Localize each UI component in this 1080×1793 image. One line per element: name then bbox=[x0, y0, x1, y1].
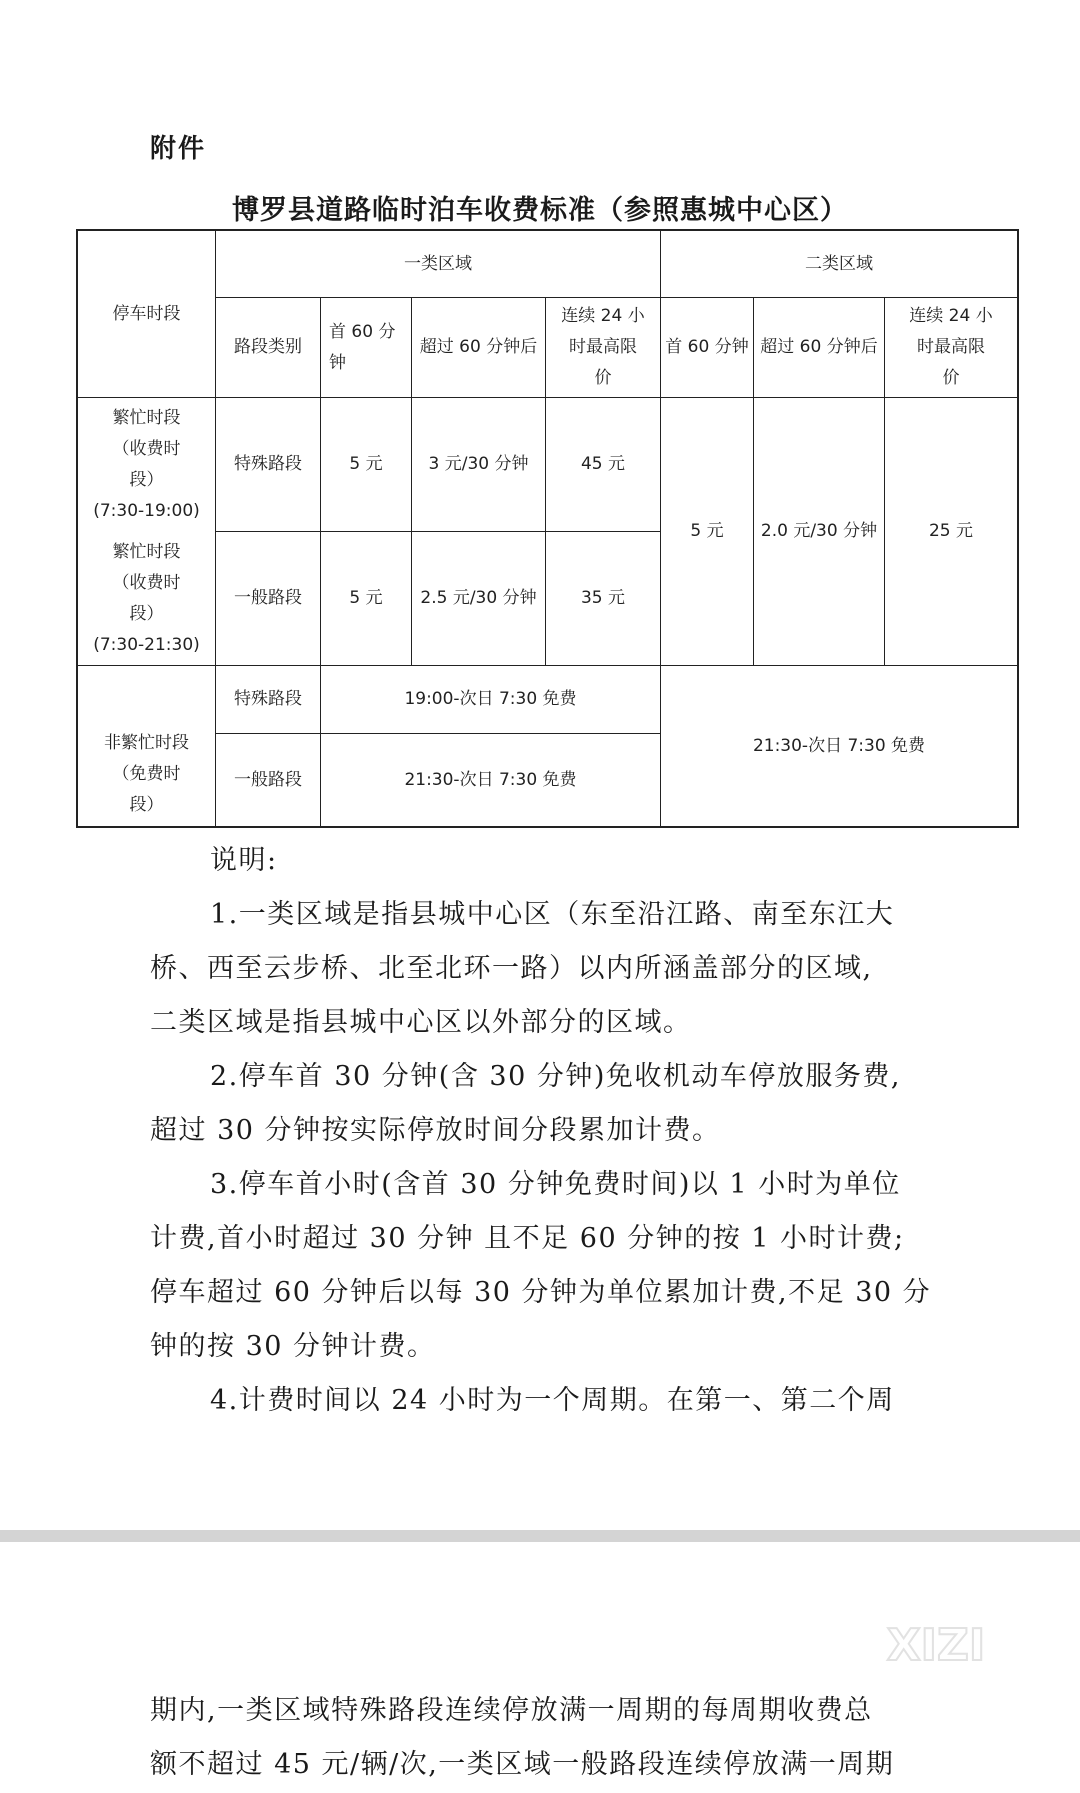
road-type-special: 特殊路段 bbox=[234, 454, 302, 474]
document-title: 博罗县道路临时泊车收费标准（参照惠城中心区） bbox=[232, 195, 848, 226]
note-line: 超过 30 分钟按实际停放时间分段累加计费。 bbox=[150, 1115, 721, 1146]
note-line: 期内,一类区域特殊路段连续停放满一周期的每周期收费总 bbox=[150, 1695, 873, 1726]
busy-special-over: 3 元/30 分钟 bbox=[428, 454, 529, 474]
header-zone2: 二类区域 bbox=[805, 253, 873, 274]
header-zone2-over60: 超过 60 分钟后 bbox=[760, 337, 878, 357]
attachment-label: 附件 bbox=[150, 134, 207, 164]
offpeak-road-special: 特殊路段 bbox=[234, 689, 302, 709]
busy-special-first: 5 元 bbox=[349, 454, 383, 474]
header-zone2-first60: 首 60 分钟 bbox=[665, 337, 749, 357]
note-line: 3.停车首小时(含首 30 分钟免费时间)以 1 小时为单位 bbox=[210, 1169, 901, 1200]
header-zone1-first60: 首 60 分 钟 bbox=[329, 321, 396, 373]
page-separator bbox=[0, 1530, 1080, 1542]
note-line: 2.停车首 30 分钟(含 30 分钟)免收机动车停放服务费, bbox=[210, 1061, 901, 1092]
note-line: 停车超过 60 分钟后以每 30 分钟为单位累加计费,不足 30 分 bbox=[150, 1277, 932, 1308]
busy-general-first: 5 元 bbox=[349, 588, 383, 608]
svg-text:XIZI: XIZI bbox=[886, 1620, 986, 1671]
header-zone1-max24: 连续 24 小 时最高限 价 bbox=[561, 306, 645, 388]
busy-general-max: 35 元 bbox=[580, 588, 626, 608]
zone2-first: 5 元 bbox=[690, 521, 724, 541]
xizi-watermark bbox=[870, 1616, 1002, 1672]
note-line: 桥、西至云步桥、北至北环一路）以内所涵盖部分的区域, bbox=[150, 953, 873, 984]
busy-period-special: 繁忙时段 （收费时 段） (7:30-19:00) bbox=[93, 407, 200, 521]
road-type-general: 一般路段 bbox=[234, 588, 302, 608]
note-line: 二类区域是指县城中心区以外部分的区域。 bbox=[150, 1007, 692, 1038]
offpeak-free-general: 21:30-次日 7:30 免费 bbox=[404, 769, 577, 790]
header-zone2-max24: 连续 24 小 时最高限 价 bbox=[909, 306, 993, 388]
fee-table bbox=[76, 229, 1019, 828]
header-period: 停车时段 bbox=[112, 303, 181, 324]
zone2-max: 25 元 bbox=[928, 521, 974, 541]
notes-heading: 说明: bbox=[210, 845, 278, 876]
note-line: 额不超过 45 元/辆/次,一类区域一般路段连续停放满一周期 bbox=[150, 1749, 895, 1780]
header-zone1-over60: 超过 60 分钟后 bbox=[419, 337, 538, 357]
busy-special-max: 45 元 bbox=[580, 454, 626, 474]
note-line: 钟的按 30 分钟计费。 bbox=[150, 1331, 436, 1362]
busy-period-general: 繁忙时段 （收费时 段） (7:30-21:30) bbox=[93, 541, 200, 655]
busy-general-over: 2.5 元/30 分钟 bbox=[420, 588, 537, 608]
offpeak-road-general: 一般路段 bbox=[234, 769, 302, 790]
zone2-over: 2.0 元/30 分钟 bbox=[760, 521, 878, 541]
note-line: 1.一类区域是指县城中心区（东至沿江路、南至东江大 bbox=[210, 899, 895, 930]
note-line: 4.计费时间以 24 小时为一个周期。在第一、第二个周 bbox=[210, 1385, 895, 1416]
header-zone1: 一类区域 bbox=[404, 253, 472, 274]
note-line: 计费,首小时超过 30 分钟 且不足 60 分钟的按 1 小时计费; bbox=[150, 1223, 905, 1254]
header-road-type: 路段类别 bbox=[234, 337, 302, 357]
offpeak-free-special: 19:00-次日 7:30 免费 bbox=[404, 689, 577, 709]
offpeak-zone2-free: 21:30-次日 7:30 免费 bbox=[752, 735, 926, 756]
offpeak-period: 非繁忙时段 （免费时 段） bbox=[104, 732, 189, 815]
